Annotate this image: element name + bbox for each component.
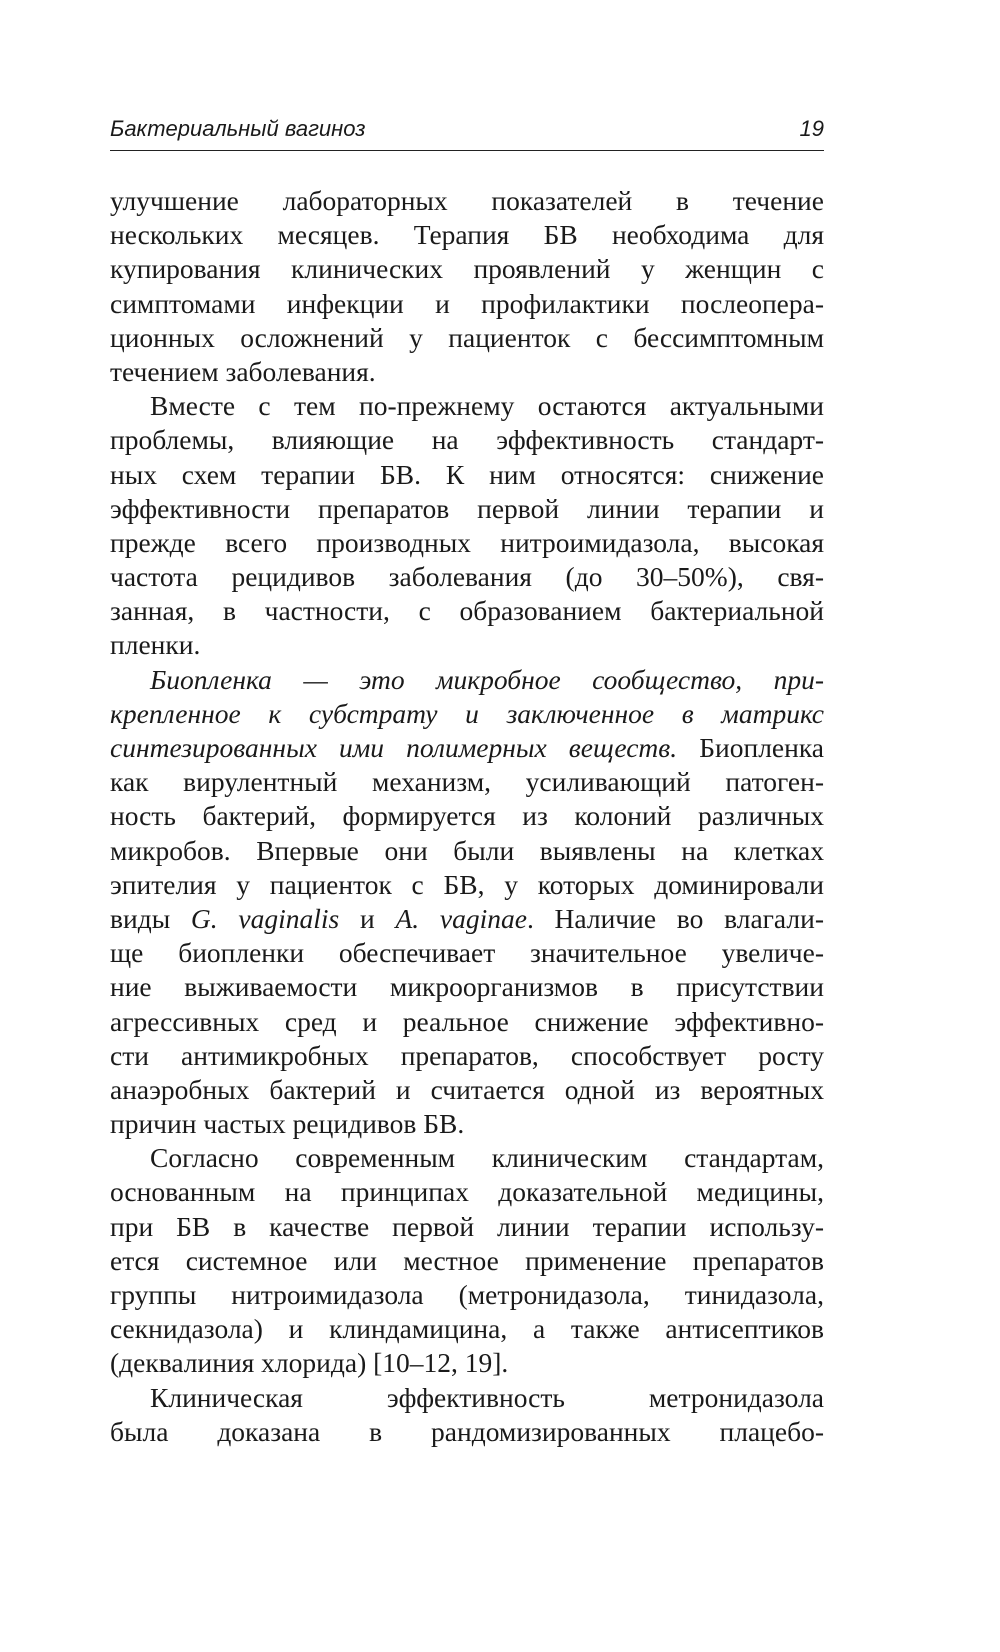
- text-line: занная, в частности, с образованием бактериальной: [110, 595, 824, 627]
- text-line: эпителия у пациенток с БВ, у которых доминировали: [110, 868, 824, 900]
- text-line: основанным на принципах доказательной медицины,: [110, 1176, 824, 1208]
- species-name: A. vaginae: [395, 902, 527, 934]
- page-number: 19: [799, 116, 824, 141]
- text-line: агрессивных сред и реальное снижение эффективно-: [110, 1005, 824, 1037]
- text-line: (деквалиния хлорида) [10–12, 19].: [110, 1347, 509, 1379]
- text-line: Вместе с тем по-прежнему остаются актуальными: [150, 390, 824, 422]
- text-line: как вирулентный механизм, усиливающий патоген-: [110, 766, 824, 798]
- text-run: виды: [110, 902, 171, 934]
- text-line: улучшение лабораторных показателей в течение: [110, 185, 824, 216]
- text-line: ционных осложнений у пациенток с бессимптомным: [110, 321, 824, 353]
- text-line: ние выживаемости микроорганизмов в присутствии: [110, 971, 824, 1003]
- text-line: пленки.: [110, 629, 201, 661]
- text-line: ще биопленки обеспечивает значительное увеличе-: [110, 937, 824, 969]
- text-line: купирования клинических проявлений у женщин с: [110, 253, 824, 285]
- text-run: и: [359, 902, 375, 934]
- running-header: [110, 110, 824, 151]
- body-text: [110, 184, 824, 1449]
- species-name: G. vaginalis: [190, 902, 340, 934]
- text-line-mixed: [110, 731, 824, 765]
- text-line-mixed: [110, 902, 824, 936]
- text-run: . Наличие во влагали-: [526, 902, 824, 934]
- text-line-italic: крепленное к субстрату и заключенное в матрикс: [110, 697, 824, 729]
- text-line: причин частых рецидивов БВ.: [110, 1108, 465, 1140]
- text-run: Биопленка: [699, 732, 824, 763]
- text-line: группы нитроимидазола (метронидазола, тинидазола,: [110, 1279, 824, 1310]
- text-line: анаэробных бактерий и считается одной из вероятных: [110, 1073, 824, 1105]
- text-line: сти антимикробных препаратов, способствует росту: [110, 1039, 824, 1071]
- text-line: симптомами инфекции и профилактики послеопера-: [110, 287, 824, 319]
- text-line: частота рецидивов заболевания (до 30–50%), свя-: [110, 561, 824, 593]
- text-line: нескольких месяцев. Терапия БВ необходима для: [110, 219, 824, 251]
- definition-italic-end: синтезированных ими полимерных веществ.: [110, 732, 678, 763]
- text-line-italic: Биопленка — это микробное сообщество, при-: [150, 663, 824, 695]
- text-line: Клиническая эффективность метронидазола: [150, 1381, 824, 1413]
- text-line: при БВ в качестве первой линии терапии использу-: [110, 1210, 824, 1242]
- chapter-title: Бактериальный вагиноз: [110, 116, 366, 141]
- text-line: ных схем терапии БВ. К ним относятся: снижение: [110, 458, 824, 490]
- text-line: эффективности препаратов первой линии терапии и: [110, 492, 824, 524]
- text-line: проблемы, влияющие на эффективность стандарт-: [110, 424, 824, 456]
- text-line: ность бактерий, формируется из колоний различных: [110, 800, 824, 832]
- text-line: микробов. Впервые они были выявлены на клетках: [110, 834, 824, 866]
- text-line: Согласно современным клиническим стандартам,: [150, 1142, 824, 1174]
- text-line: секнидазола) и клиндамицина, а также антисептиков: [110, 1313, 824, 1345]
- text-line: была доказана в рандомизированных плацебо-: [110, 1415, 824, 1447]
- text-line: ется системное или местное применение препаратов: [110, 1244, 824, 1276]
- text-line: течением заболевания.: [110, 355, 376, 387]
- text-line: прежде всего производных нитроимидазола, высокая: [110, 526, 824, 558]
